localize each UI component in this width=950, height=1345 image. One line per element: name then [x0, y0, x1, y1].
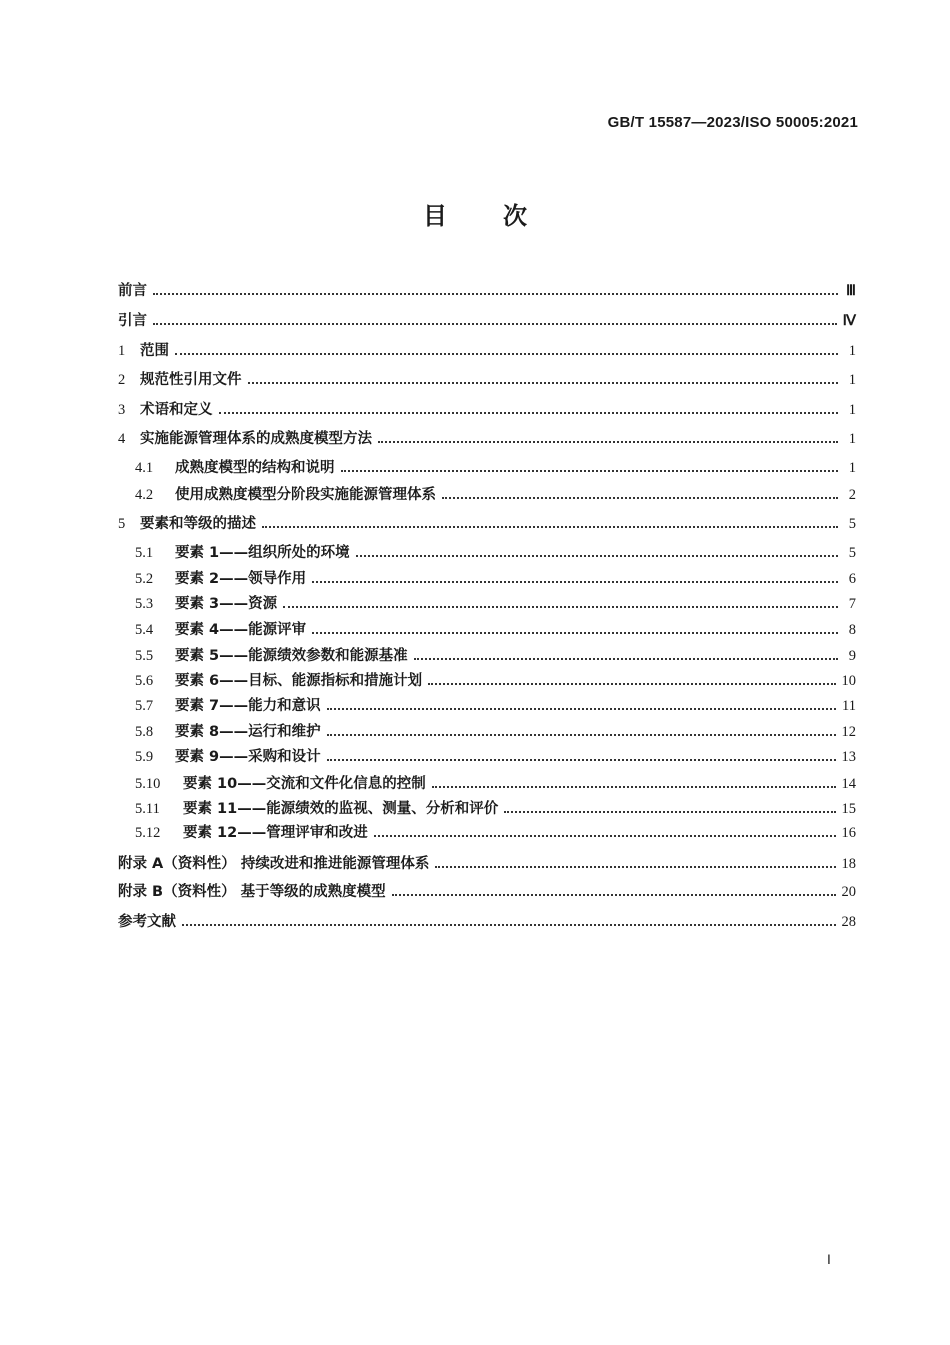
- toc-leader-dots: [432, 786, 836, 788]
- toc-leader-dots: [153, 293, 838, 295]
- toc-entry-label: 要素 11——能源绩效的监视、测量、分析和评价: [183, 801, 499, 817]
- toc-entry[interactable]: [118, 591, 856, 613]
- toc-leader-dots: [248, 382, 839, 384]
- toc-entry[interactable]: [118, 909, 856, 931]
- toc-entry-number: 5.2: [135, 571, 154, 587]
- toc-entry-label: 要素 12——管理评审和改进: [183, 825, 368, 841]
- toc-entry-label: 实施能源管理体系的成熟度模型方法: [140, 431, 372, 447]
- toc-entry-page: 5: [848, 516, 856, 532]
- toc-entry-label: 使用成熟度模型分阶段实施能源管理体系: [175, 487, 436, 503]
- toc-title-char-2: 次: [503, 202, 527, 230]
- toc-leader-dots: [428, 683, 835, 685]
- toc-entry-page: 8: [848, 622, 856, 638]
- toc-entry-label: 术语和定义: [140, 402, 213, 418]
- toc-entry-label: 附录 B（资料性） 基于等级的成熟度模型: [118, 884, 386, 900]
- toc-entry-page: 1: [848, 372, 856, 388]
- toc-entry-page: 1: [848, 431, 856, 447]
- toc-leader-dots: [182, 924, 836, 926]
- toc-leader-dots: [392, 894, 836, 896]
- toc-entry-number: 5.7: [135, 698, 154, 714]
- toc-leader-dots: [262, 526, 838, 528]
- toc-entry[interactable]: [118, 771, 856, 793]
- toc-leader-dots: [374, 835, 836, 837]
- toc-entry-page: 16: [841, 825, 856, 841]
- toc-entry-page: 28: [841, 914, 856, 930]
- toc-entry[interactable]: [118, 668, 856, 690]
- toc-entry[interactable]: [118, 540, 856, 562]
- toc-leader-dots: [356, 555, 838, 557]
- toc-entry-page: 1: [848, 343, 856, 359]
- toc-entry-label: 前言: [118, 283, 147, 299]
- toc-leader-dots: [283, 606, 838, 608]
- toc-leader-dots: [327, 759, 836, 761]
- toc-entry-label: 要素 3——资源: [175, 596, 278, 612]
- toc-entry-number: 3: [118, 402, 126, 418]
- toc-entry[interactable]: [118, 693, 856, 715]
- toc-entry-page: 18: [841, 856, 856, 872]
- toc-entry-page: 1: [848, 460, 856, 476]
- toc-entry-page: 1: [848, 402, 856, 418]
- toc-entry-number: 5.6: [135, 673, 154, 689]
- toc-entry[interactable]: [118, 566, 856, 588]
- toc-entry[interactable]: [118, 796, 856, 818]
- toc-entry-page: 12: [841, 724, 856, 740]
- toc-entry-number: 5.9: [135, 749, 154, 765]
- toc-entry-label: 规范性引用文件: [140, 372, 242, 388]
- toc-entry[interactable]: [118, 851, 856, 873]
- toc-entry[interactable]: [118, 643, 856, 665]
- toc-entry-label: 范围: [140, 343, 169, 359]
- toc-entry-page: 7: [848, 596, 856, 612]
- toc-entry[interactable]: [118, 426, 856, 448]
- toc-entry-label: 要素 5——能源绩效参数和能源基准: [175, 648, 408, 664]
- toc-entry[interactable]: [118, 820, 856, 842]
- toc-entry-label: 引言: [118, 313, 147, 329]
- toc-entry-label: 要素 8——运行和维护: [175, 724, 321, 740]
- toc-entry-number: 1: [118, 343, 126, 359]
- toc-entry-page: 5: [848, 545, 856, 561]
- toc-entry-label: 要素 10——交流和文件化信息的控制: [183, 776, 426, 792]
- standard-code-header: GB/T 15587—2023/ISO 50005:2021: [607, 114, 858, 131]
- toc-entry[interactable]: [118, 278, 856, 300]
- toc-leader-dots: [219, 412, 839, 414]
- toc-entry-number: 2: [118, 372, 126, 388]
- toc-leader-dots: [341, 470, 839, 472]
- toc-title: [0, 196, 950, 231]
- toc-entry[interactable]: [118, 455, 856, 477]
- toc-entry[interactable]: [118, 338, 856, 360]
- toc-entry-number: 5.4: [135, 622, 154, 638]
- toc-entry[interactable]: [118, 879, 856, 901]
- toc-leader-dots: [442, 497, 838, 499]
- toc-leader-dots: [312, 632, 838, 634]
- toc-entry[interactable]: [118, 719, 856, 741]
- toc-entry-label: 参考文献: [118, 914, 176, 930]
- toc-entry-page: 6: [848, 571, 856, 587]
- toc-entry[interactable]: [118, 367, 856, 389]
- toc-entry-label: 要素 6——目标、能源指标和措施计划: [175, 673, 423, 689]
- toc-entry-label: 要素 4——能源评审: [175, 622, 307, 638]
- toc-entry[interactable]: [118, 308, 856, 330]
- page-number: Ⅰ: [827, 1252, 831, 1267]
- toc-entry-page: 14: [841, 776, 856, 792]
- toc-leader-dots: [327, 734, 836, 736]
- toc-entry-number: 5.8: [135, 724, 154, 740]
- toc-leader-dots: [414, 658, 838, 660]
- toc-entry[interactable]: [118, 482, 856, 504]
- toc-entry[interactable]: [118, 617, 856, 639]
- toc-leader-dots: [435, 866, 835, 868]
- toc-entry-number: 5.5: [135, 648, 154, 664]
- toc-entry-label: 要素 2——领导作用: [175, 571, 307, 587]
- toc-entry-number: 5: [118, 516, 126, 532]
- toc-entry[interactable]: [118, 744, 856, 766]
- toc-entry-number: 5.1: [135, 545, 154, 561]
- toc-entry-number: 4.1: [135, 460, 154, 476]
- toc-entry-label: 要素 9——采购和设计: [175, 749, 321, 765]
- toc-entry-page: 10: [841, 673, 856, 689]
- toc-leader-dots: [175, 353, 838, 355]
- toc-entry-number: 4.2: [135, 487, 154, 503]
- toc-entry[interactable]: [118, 511, 856, 533]
- toc-entry-number: 5.3: [135, 596, 154, 612]
- toc-leader-dots: [312, 581, 838, 583]
- toc-leader-dots: [153, 323, 837, 325]
- toc-entry-number: 5.10: [135, 776, 161, 792]
- toc-entry-label: 要素和等级的描述: [140, 516, 256, 532]
- toc-entry-page: 13: [841, 749, 856, 765]
- toc-leader-dots: [378, 441, 838, 443]
- toc-leader-dots: [504, 811, 835, 813]
- toc-entry-number: 4: [118, 431, 126, 447]
- toc-entry-number: 5.11: [135, 801, 160, 817]
- toc-entry-label: 要素 1——组织所处的环境: [175, 545, 350, 561]
- toc-entry-page: Ⅳ: [842, 313, 856, 329]
- toc-entry-page: 2: [848, 487, 856, 503]
- toc-entry-page: 20: [841, 884, 856, 900]
- toc-entry-label: 要素 7——能力和意识: [175, 698, 321, 714]
- toc-entry-page: 11: [842, 698, 856, 714]
- toc-title-char-1: 目: [423, 202, 447, 230]
- toc-entry-label: 附录 A（资料性） 持续改进和推进能源管理体系: [118, 856, 430, 872]
- toc-entry[interactable]: [118, 397, 856, 419]
- toc-entry-page: Ⅲ: [846, 283, 856, 299]
- toc-leader-dots: [327, 708, 836, 710]
- toc-entry-label: 成熟度模型的结构和说明: [175, 460, 335, 476]
- toc-entry-page: 15: [841, 801, 856, 817]
- toc-entry-number: 5.12: [135, 825, 161, 841]
- toc-entry-page: 9: [848, 648, 856, 664]
